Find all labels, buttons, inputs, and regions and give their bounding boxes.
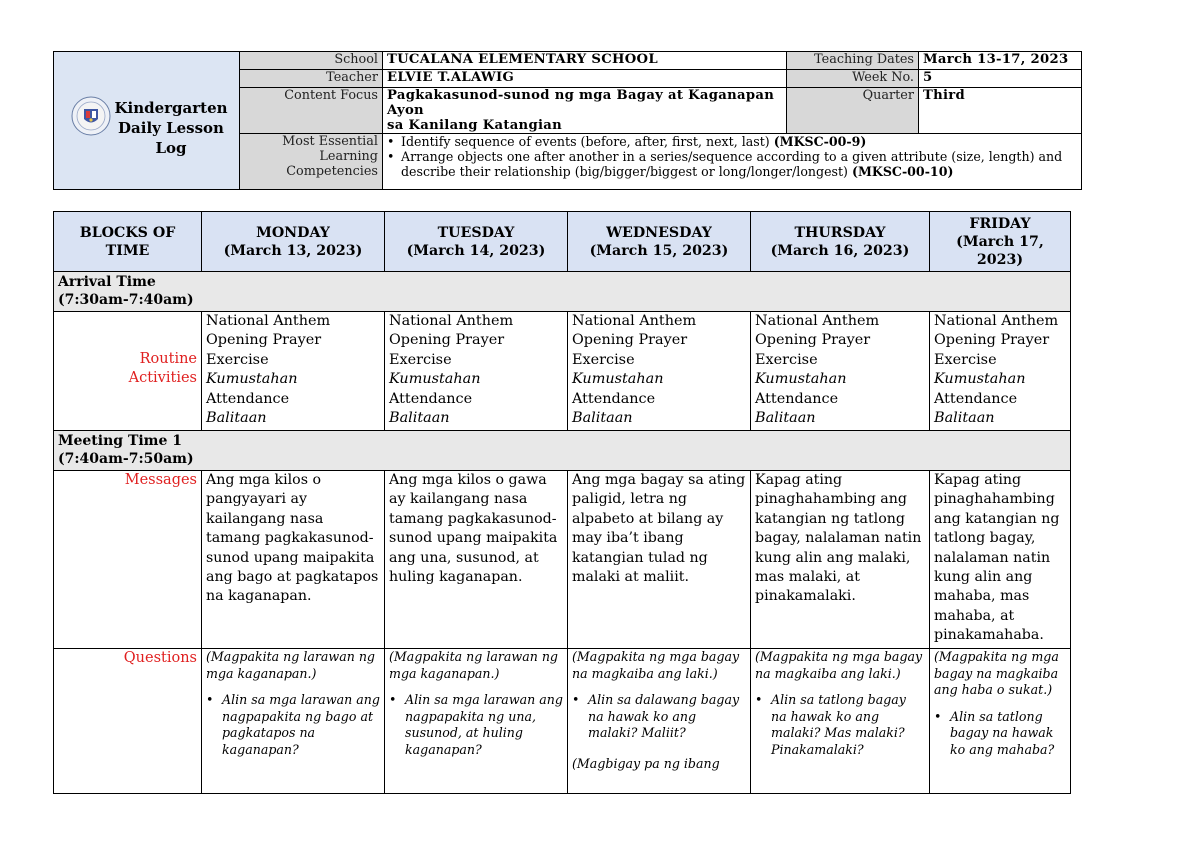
content-focus-value bbox=[383, 88, 787, 134]
melc-1-code: (MKSC-00-9) bbox=[773, 134, 867, 149]
bullet-icon: • bbox=[389, 692, 397, 708]
bullet-icon: • bbox=[934, 708, 942, 724]
meeting-time-title: Meeting Time 1 bbox=[58, 433, 183, 449]
grade-title: Kindergarten bbox=[114, 99, 228, 117]
questions-row bbox=[54, 649, 1071, 794]
school-value: TUCALANA ELEMENTARY SCHOOL bbox=[383, 52, 787, 70]
message-monday: Ang mga kilos o pangyayari ay kailangang nasa tamang pagkakasunod-sunod upang maipakita ang bago at pagkatapos na kaganapan. bbox=[202, 471, 385, 649]
questions-tuesday: (Magpakita ng larawan ng mga kaganapan.) • Alin sa mga larawan ang nagpapakita ng una, susunod, at huling kaganapan? bbox=[385, 649, 568, 794]
teacher-label: Teacher bbox=[240, 70, 383, 88]
routine-monday: National Anthem Opening Prayer Exercise Kumustahan Attendance Balitaan bbox=[202, 312, 385, 431]
wednesday-header: WEDNESDAY (March 15, 2023) bbox=[568, 212, 751, 272]
routine-thursday: National Anthem Opening Prayer Exercise Kumustahan Attendance Balitaan bbox=[751, 312, 930, 431]
bullet-icon: • bbox=[206, 692, 214, 708]
messages-label: Messages bbox=[54, 471, 202, 649]
questions-friday: (Magpakita ng mga bagay na magkaiba ang haba o sukat.) • Alin sa tatlong bagay na hawak ko ang mahaba? bbox=[930, 649, 1071, 794]
monday-header: MONDAY (March 13, 2023) bbox=[202, 212, 385, 272]
teacher-value: ELVIE T.ALAWIG bbox=[383, 70, 787, 88]
melc-1-text: Identify sequence of events (before, after, first, next, last) bbox=[401, 134, 770, 149]
teaching-dates-label: Teaching Dates bbox=[787, 52, 919, 70]
content-focus-label: Content Focus bbox=[240, 88, 383, 134]
melc-2-code: (MKSC-00-10) bbox=[851, 164, 954, 179]
questions-thursday: (Magpakita ng mga bagay na magkaiba ang laki.) • Alin sa tatlong bagay na hawak ko ang malaki? Mas malaki? Pinakamalaki? bbox=[751, 649, 930, 794]
schedule-header-row bbox=[54, 212, 1071, 272]
meeting-time-row bbox=[54, 431, 1071, 471]
meeting-time-section bbox=[54, 431, 1071, 471]
week-label: Week No. bbox=[787, 70, 919, 88]
content-focus-line-2: sa Kanilang Katangian bbox=[387, 118, 563, 133]
routine-activities-label: Routine Activities bbox=[54, 312, 202, 431]
routine-tuesday: National Anthem Opening Prayer Exercise Kumustahan Attendance Balitaan bbox=[385, 312, 568, 431]
content-focus-line-1: Pagkakasunod-sunod ng mga Bagay at Kaganapan Ayon bbox=[387, 88, 775, 118]
routine-friday: National Anthem Opening Prayer Exercise Kumustahan Attendance Balitaan bbox=[930, 312, 1071, 431]
melc-2-text-1: Arrange objects one after another in a series/sequence according to a given attribute (size, length) and bbox=[401, 149, 1063, 164]
message-wednesday: Ang mga bagay sa ating paligid, letra ng alpabeto at bilang ay may iba’t ibang katangian tulad ng malaki at maliit. bbox=[568, 471, 751, 649]
tuesday-header: TUESDAY (March 14, 2023) bbox=[385, 212, 568, 272]
melc-label bbox=[240, 134, 383, 190]
logo-cell bbox=[54, 52, 240, 190]
melc-item-1 bbox=[387, 134, 1077, 149]
teaching-dates-value: March 13-17, 2023 bbox=[919, 52, 1082, 70]
messages-row bbox=[54, 471, 1071, 649]
bullet-icon: • bbox=[387, 149, 395, 164]
melc-label-line-1: Most Essential bbox=[282, 134, 378, 149]
bullet-icon: • bbox=[572, 692, 580, 708]
melc-label-line-2: Learning bbox=[319, 149, 378, 164]
school-label: School bbox=[240, 52, 383, 70]
routine-row bbox=[54, 312, 1071, 431]
melc-value bbox=[383, 134, 1082, 190]
quarter-value: Third bbox=[919, 88, 1082, 134]
doc-title bbox=[100, 98, 242, 158]
header-table bbox=[53, 51, 1082, 190]
melc-2-text-2: describe their relationship (big/bigger/biggest or long/longer/longest) bbox=[401, 164, 848, 179]
message-friday: Kapag ating pinaghahambing ang katangian ng tatlong bagay, nalalaman natin kung alin ang mahaba, mas mahaba, at pinakamahaba. bbox=[930, 471, 1071, 649]
melc-item-2-cont bbox=[387, 164, 1077, 179]
blocks-of-time-header: BLOCKS OF TIME bbox=[54, 212, 202, 272]
routine-wednesday: National Anthem Opening Prayer Exercise Kumustahan Attendance Balitaan bbox=[568, 312, 751, 431]
message-thursday: Kapag ating pinaghahambing ang katangian ng tatlong bagay, nalalaman natin kung alin ang malaki, mas malaki, at pinakamalaki. bbox=[751, 471, 930, 649]
thursday-header: THURSDAY (March 16, 2023) bbox=[751, 212, 930, 272]
week-value: 5 bbox=[919, 70, 1082, 88]
bullet-icon: • bbox=[755, 692, 763, 708]
arrival-time-row bbox=[54, 272, 1071, 312]
doc-type-title: Daily Lesson Log bbox=[118, 119, 224, 157]
message-tuesday: Ang mga kilos o gawa ay kailangang nasa tamang pagkakasunod-sunod upang maipakita ang una, susunod, at huling kaganapan. bbox=[385, 471, 568, 649]
friday-header: FRIDAY (March 17, 2023) bbox=[930, 212, 1071, 272]
questions-label: Questions bbox=[54, 649, 202, 794]
arrival-time-section bbox=[54, 272, 1071, 312]
quarter-label: Quarter bbox=[787, 88, 919, 134]
questions-monday: (Magpakita ng larawan ng mga kaganapan.) • Alin sa mga larawan ang nagpapakita ng bago at pagkatapos na kaganapan? bbox=[202, 649, 385, 794]
melc-label-line-3: Competencies bbox=[286, 164, 378, 179]
melc-item-2 bbox=[387, 149, 1077, 164]
questions-wednesday: (Magpakita ng mga bagay na magkaiba ang laki.) • Alin sa dalawang bagay na hawak ko ang malaki? Maliit? (Magbigay pa ng ibang bbox=[568, 649, 751, 794]
meeting-time-range: (7:40am-7:50am) bbox=[58, 451, 194, 467]
arrival-time-range: (7:30am-7:40am) bbox=[58, 292, 194, 308]
arrival-time-title: Arrival Time bbox=[58, 274, 156, 290]
bullet-icon: • bbox=[387, 134, 395, 149]
schedule-table bbox=[53, 211, 1071, 794]
